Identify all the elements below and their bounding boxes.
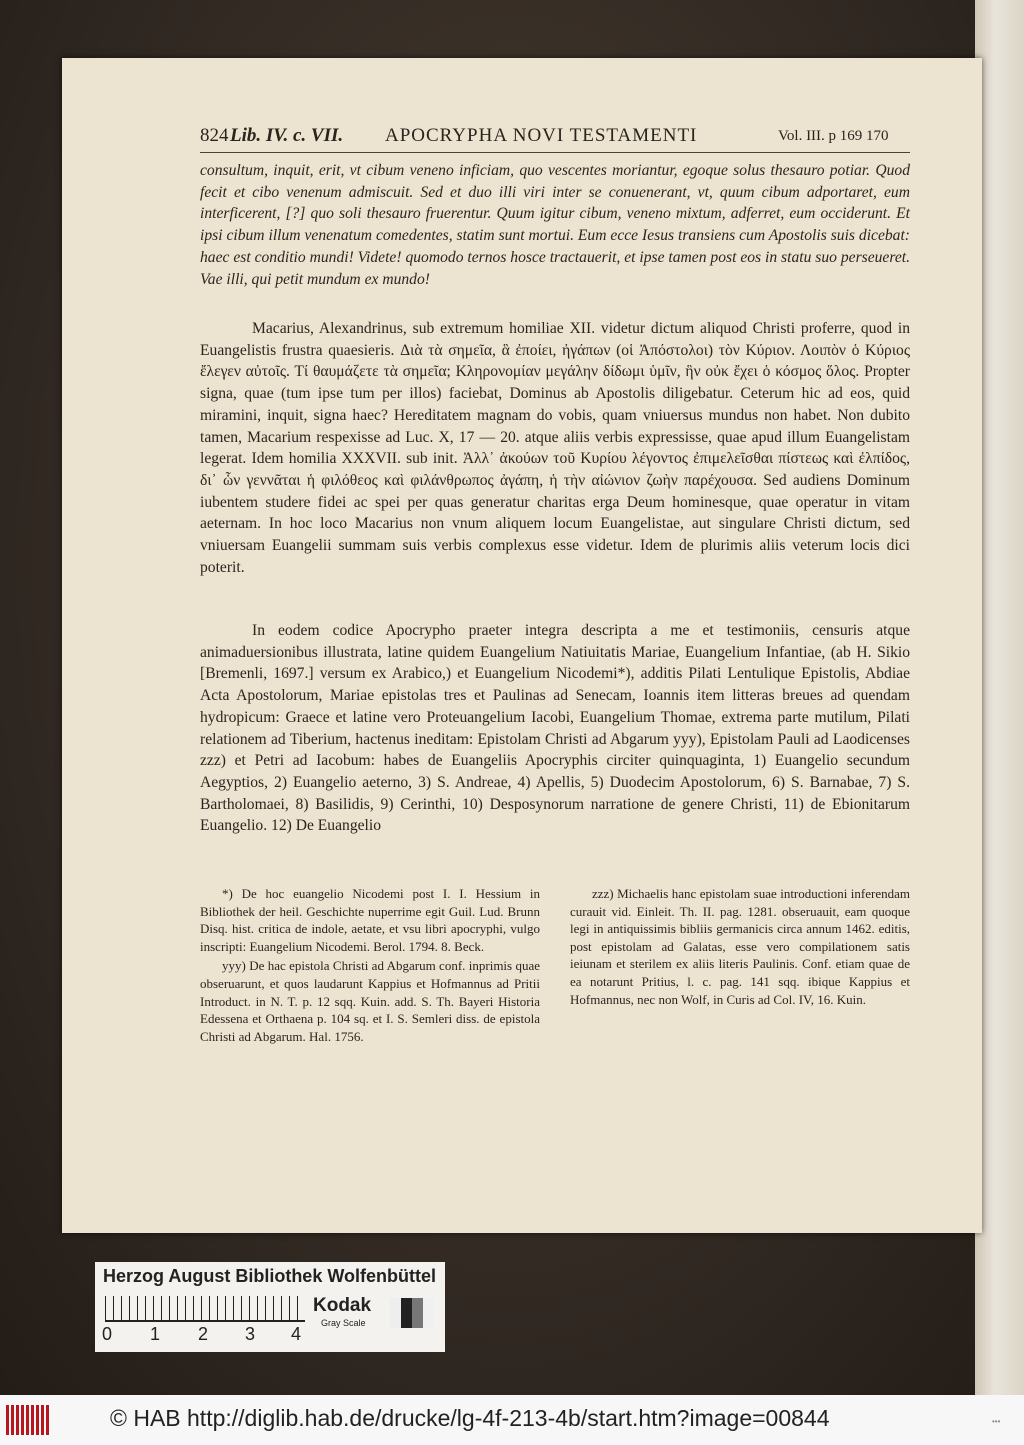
scale-ruler	[105, 1296, 305, 1320]
gray-patch	[401, 1298, 412, 1328]
ruler-number: 4	[291, 1324, 302, 1344]
paragraph-2	[200, 318, 910, 578]
grayscale-label: Gray Scale	[321, 1318, 366, 1328]
paragraph-1	[200, 160, 910, 290]
running-title: APOCRYPHA NOVI TESTAMENTI	[385, 125, 698, 146]
running-header	[200, 125, 910, 153]
header-rule	[200, 152, 910, 153]
footer-copyright-link[interactable]: © HAB http://diglib.hab.de/drucke/lg-4f-213-4b/start.htm?image=00844	[110, 1405, 830, 1431]
scale-ruler-base	[105, 1320, 305, 1322]
footnote-yyy: yyy) De hac epistola Christi ad Abgarum conf. inprimis quae obseruarunt, et quos laudarunt Kappius et Hofmannus ad Pritii Introduct. in N. T. p. 12 sqq. Kuin. add. S. Th. Bayeri Historia Edessena et Orthaena p. 104 sq. et I. S. Semleri diss. de epistola Christi ad Abgarum. Hal. 1756.	[200, 958, 540, 1044]
kodak-label: Kodak	[313, 1295, 372, 1316]
adjacent-page-edge	[975, 0, 1024, 1395]
page-number: 824	[200, 125, 229, 146]
ruler-number: 2	[198, 1324, 209, 1344]
paragraph-3-text: In eodem codice Apocrypho praeter integra descripta a me et testimoniis, censuris atque animaduersionibus illustrata, latine quidem Euangelium Natiuitatis Mariae, Euangelium Infantiae, (ab H. Sikio [Bremenli, 1697.] versum ex Arabico,) et Euangelium Nicodemi*), additis Pilati Lentulique Epistolis, Abdiae Acta Apostolorum, Mariae epistolas tres et Paulinas ad Senecam, Ioannis item litteras breues ad quendam hydropicum: Graece et latine vero Proteuangelium Iacobi, Euangelium Thomae, extrema parte mutilum, Pilati relationem ad Tiberium, hactenus ineditam: Epistolam Christi ad Abgarum yyy), Epistolam Pauli ad Laodicenses zzz) et Petri ad Iacobum: habes de Euangeliis Apocryphis circiter quinquaginta, 1) Euangelio secundum Aegyptios, 2) Euangelio aeterno, 3) S. Andreae, 4) Apellis, 5) Duodecim Apostolorum, 6) S. Barnabae, 7) S. Bartholomaei, 8) Basilidis, 9) Cerinthi, 10) Desposynorum narratione de genere Christi, 11) de Ebionitarum Euangelio. 12) De Euangelio	[200, 622, 910, 835]
footnotes-left-column	[200, 885, 540, 1047]
library-name: Herzog August Bibliothek Wolfenbüttel	[103, 1266, 436, 1286]
book-chapter-reference: Lib. IV. c. VII.	[230, 125, 344, 146]
paragraph-1-text: consultum, inquit, erit, vt cibum veneno inficiam, quo vescentes moriantur, egoque solus thesauro potiar. Quod fecit et cibo venenum admiscuit. Sed et duo illi viri inter se conuenerant, vt, quum cibum adportaret, eum interficerent, [?] quo soli thesauro fruerentur. Quum igitur cibum, veneno mixtum, adferret, eum occiderunt. Et ipsi cibum illum venenatum comedentes, statim sunt mortui. Eum ecce Iesus transiens cum Apostolis suis dicebat: haec est conditio mundi! Videte! quomodo ternos hosce tractauerit, et ipse tamen post eos in statu suo perseueret. Vae illi, qui petit mundum ex mundo!	[200, 162, 910, 288]
footnote-zzz: zzz) Michaelis hanc epistolam suae introductioni inferendam curauit vid. Einleit. Th. II. pag. 1281. obseruauit, eam quoque legi in antiquissimis bibliis germanicis circa annum 1462. editis, post epistolam ad Galatas, esse vero compilationem satis ieiunam et sterilem ex aliis literis Paulinis. Conf. etiam quae de ea notarunt Pritius, l. c. pag. 141 sqq. ibique Kappius et Hofmannus, nec non Wolf, in Curis ad Col. IV, 16. Kuin.	[570, 886, 910, 1007]
dots-icon: •••	[992, 1417, 1001, 1426]
footer-bar	[0, 1395, 1024, 1445]
paragraph-3	[200, 620, 910, 837]
footnotes-right-column	[570, 885, 910, 1010]
hab-logo-icon	[6, 1405, 50, 1435]
ruler-number: 3	[245, 1324, 256, 1344]
gray-patch	[412, 1298, 423, 1328]
gray-patch	[423, 1298, 434, 1328]
gray-patch	[390, 1298, 401, 1328]
paragraph-2-text: Macarius, Alexandrinus, sub extremum homiliae XII. videtur dictum aliquod Christi proferre, quod in Euangelistis frustra quaesieris. Διὰ τὰ σημεῖα, ἃ ἐποίει, ἠγάπων (οἱ Ἀπόστολοι) τὸν Κύριον. Λοιπὸν ὁ Κύριος ἔλεγεν αὐτοῖς. Τί θαυμάζετε τὰ σημεῖα; Κληρονομίαν μεγάλην δίδωμι ὑμῖν, ἣν οὐκ ἔχει ὁ κόσμος ὅλος. Propter signa, quae (tum ipse tum per illos) faciebat, Dominus ab Apostolis diligebatur. Ceterum hic ad eos, quid miramini, inquit, signa haec? Hereditatem magnam do vobis, quam vniuersus mundus non habet. Non dubito tamen, Macarium respexisse ad Luc. X, 17 — 20. atque aliis verbis expressisse, quae apud illum Euangelistam legerat. Idem homilia XXXVII. sub init. Ἀλλ᾽ ἀκούων τοῦ Κυρίου λέγοντος ἐπιμελεῖσθαι πίστεως καὶ ἐλπίδος, δι᾽ ὧν γεννᾶται ἡ φιλόθεος καὶ φιλάνθρωπος ἀγάπη, ἡ τὴν αἰώνιον ζωὴν παρέχουσα. Sed audiens Dominum iubentem studere fidei ac spei per quas generatur charitas erga Deum hominesque, quae operatur in vitam aeternam. In hoc loco Macarius non vnum aliquem locum Euangelistae, aut singulare Christi dictum, sed vniuersam Euangelii summam suis verbis complexus esse videtur. Idem de plurimis aliis veterum locis dici poterit.	[200, 320, 910, 576]
volume-reference: Vol. III. p 169 170	[778, 128, 889, 144]
ruler-number: 0	[102, 1324, 113, 1344]
ruler-number: 1	[150, 1324, 161, 1344]
footnote-star: *) De hoc euangelio Nicodemi post I. I. Hessium in Bibliothek der heil. Geschichte nuperrime egit Guil. Lud. Brunn Disq. hist. critica de indole, aetate, et vsu libri apocryphi, vulgo inscripti: Euangelium Nicodemi. Berol. 1794. 8. Beck.	[200, 886, 540, 954]
color-calibration-card	[95, 1262, 445, 1352]
gray-scale-patches	[390, 1298, 434, 1328]
footnotes	[200, 885, 910, 1110]
